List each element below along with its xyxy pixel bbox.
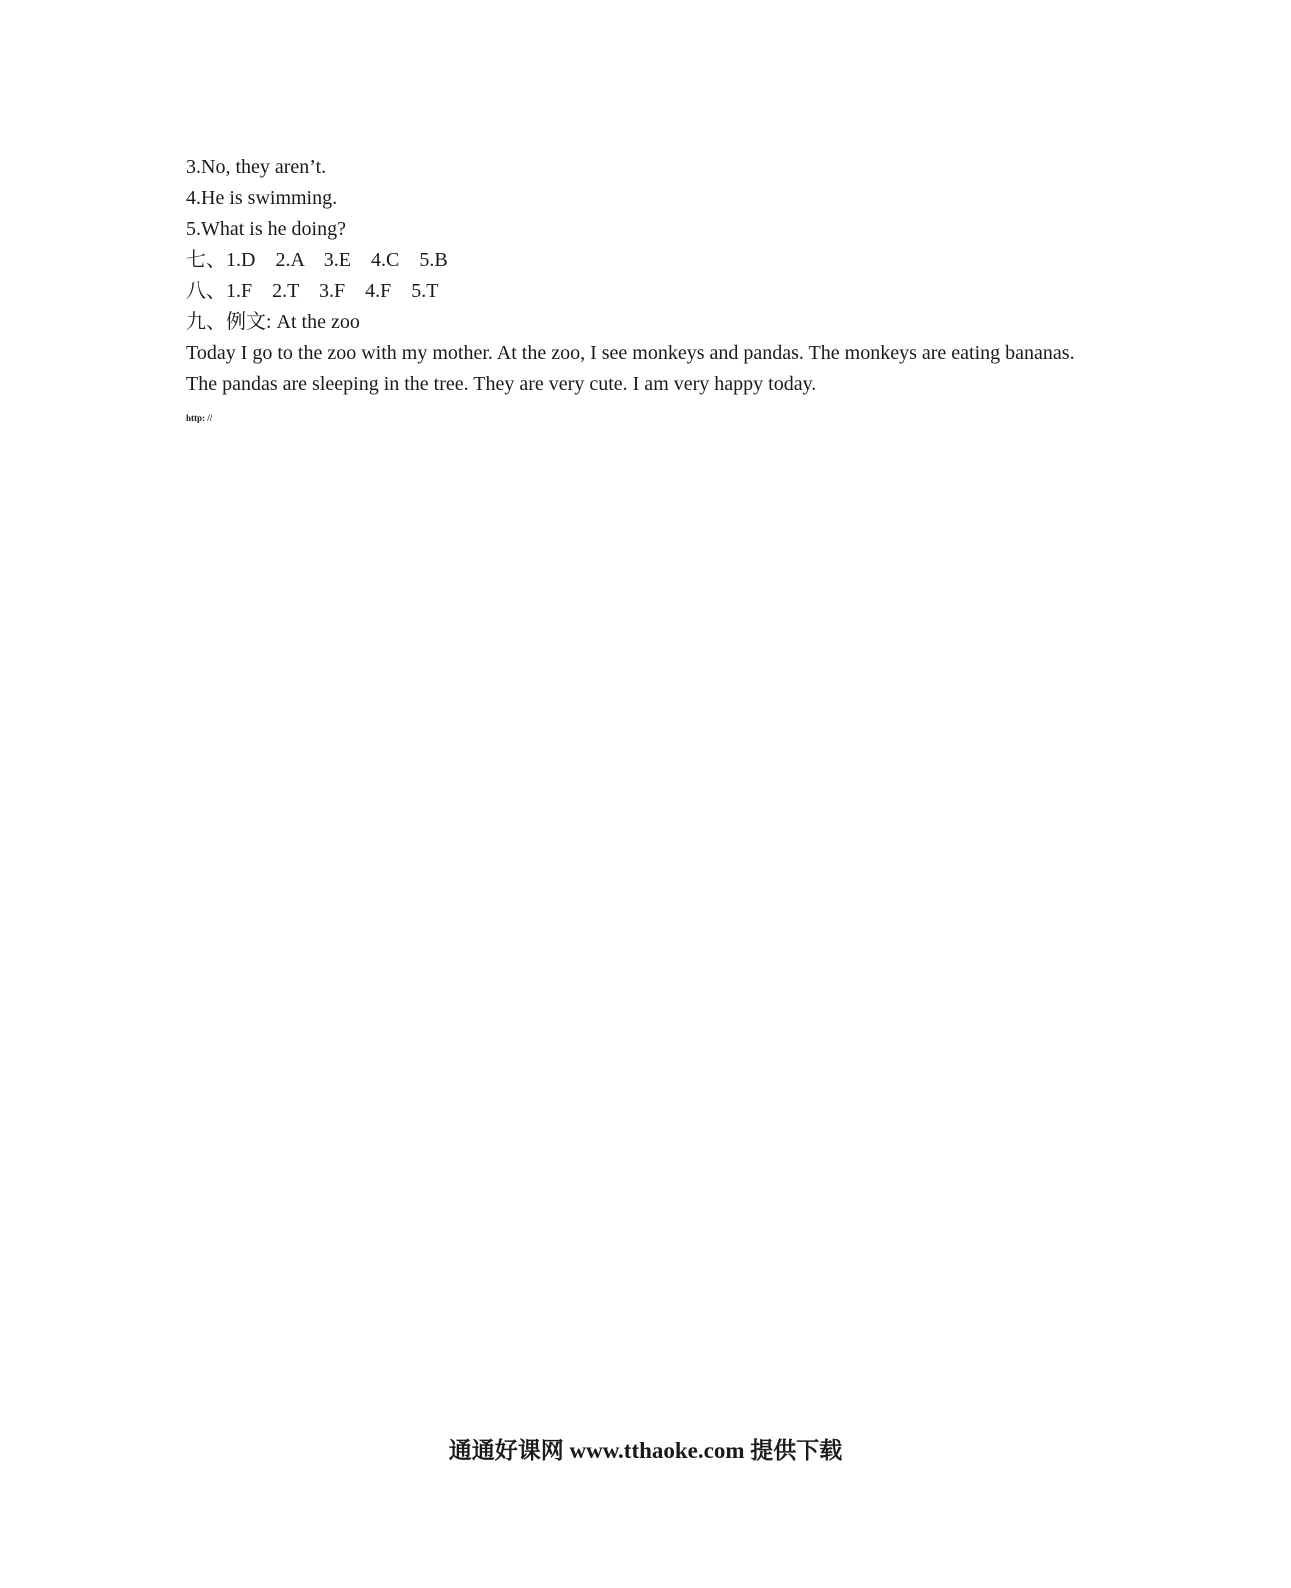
footer-download-note: 通通好课网 www.tthaoke.com 提供下载 [448,1438,843,1463]
section-7-answers: 七、1.D 2.A 3.E 4.C 5.B [186,249,448,271]
section-8-answers: 八、1.F 2.T 3.F 4.F 5.T [186,280,439,302]
link-text: http: // [186,413,213,423]
answer-line-3: 3.No, they aren’t. [186,156,327,178]
sample-essay: Today I go to the zoo with my mother. At the zoo, I see monkeys and pandas. The monkeys are eating bananas. The pandas are sleeping in the tree. They are very cute. I am very happy today. [186,342,1075,395]
answer-content [186,152,1106,424]
section-9-heading: 九、例文: At the zoo [186,311,360,333]
answer-line-4: 4.He is swimming. [186,187,338,209]
answer-line-5: 5.What is he doing? [186,218,346,240]
